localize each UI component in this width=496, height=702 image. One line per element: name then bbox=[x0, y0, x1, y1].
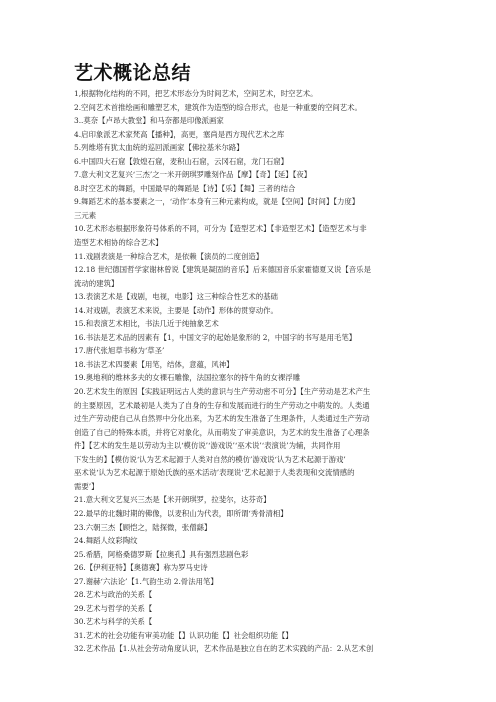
text-line: 的主要原因，艺术最初是人类为了自身的生存和发展而进行的生产劳动之中萌发的。人类通 bbox=[74, 400, 370, 410]
text-line: 16.书法是艺术品的因素有【1，中国文字的起始是象形的 2，中国字的书写是用毛笔】 bbox=[74, 332, 357, 342]
text-line: 32.艺术作品【1.从社会劳动角度认识，艺术作品是独立自在的艺术实践的产品：2.从艺术创 bbox=[74, 644, 374, 654]
text-line: 17.唐代张旭草书称为‘草圣’ bbox=[74, 346, 165, 356]
text-line: 5.列维塔有犹太血统的巡回派画家【佛拉基米尔路】 bbox=[74, 143, 244, 153]
text-line: 31.艺术的社会功能有审美功能【】认识功能【】社会组织功能【】 bbox=[74, 630, 293, 640]
page-title: 艺术概论总结 bbox=[74, 62, 192, 84]
text-line: 20.艺术发生的原因【实践证明远古人类的意识与生产劳动密不可分】【生产劳动是艺术产生 bbox=[74, 387, 371, 397]
text-line: 30.艺术与科学的关系【 bbox=[74, 617, 153, 627]
text-line: 件】【艺术的发生是以劳动为主以‘模仿说’‘游戏说’‘巫术说’‘表演说’为辅，共同作用 bbox=[74, 441, 341, 451]
text-line: 13.表演艺术是【戏剧，电视，电影】这三种综合性艺术的基础 bbox=[74, 292, 278, 302]
text-line: 造型艺术相协的综合艺术】 bbox=[74, 238, 163, 248]
text-line: 29.艺术与哲学的关系【 bbox=[74, 603, 153, 613]
text-line: 创造了自己的特殊本质，并将它对象化，从而萌发了审美意识，为艺术的发生准备了心理条 bbox=[74, 427, 370, 437]
text-line: 27.谢赫‘六法论’【1.气韵生动 2.骨法用笔】 bbox=[74, 576, 218, 586]
text-line: 10.艺术形态根据形象符号体系的不同，可分为【造型艺术】【非造型艺术】【造型艺术与非 bbox=[74, 224, 367, 234]
text-line: 8.时空艺术的舞蹈，中国最早的舞蹈是【诗】【乐】【舞】三者的结合 bbox=[74, 183, 296, 193]
text-line: 三元素 bbox=[74, 210, 97, 220]
text-line: 11.戏剧表演是一种综合艺术，是依赖【演员的二度创造】 bbox=[74, 251, 264, 261]
text-line: 18.书法艺术四要素【用笔，结体，意蕴，风神】 bbox=[74, 359, 234, 369]
text-line: 26.【伊利亚特】【奥德赛】称为罗马史诗 bbox=[74, 563, 208, 573]
text-line: 23.六朝三杰【顾恺之，陆探微，张僧繇】 bbox=[74, 522, 212, 532]
text-line: 3..莫奈【卢昂大教堂】和马奈都是印像派画家 bbox=[74, 116, 224, 126]
text-line: 19.奥地利的维林多夫的女裸石雕像，法国拉塞尔的持牛角的女裸浮雕 bbox=[74, 373, 301, 383]
text-line: 过生产劳动使自己从自然界中分化出来，为艺术的发生准备了生理条件，人类通过生产劳动 bbox=[74, 414, 370, 424]
text-line: 4.启印象派艺术家梵高【播种】，高更，塞尚是西方现代艺术之库 bbox=[74, 129, 285, 139]
text-line: 14.对戏剧，表演艺术来说，主要是【动作】形体的贯穿动作。 bbox=[74, 305, 278, 315]
text-line: 巫术说‘认为艺术起源于原始氏族的巫术活动’表现说‘艺术起源于人类表现和交流情感的 bbox=[74, 468, 355, 478]
text-line: 需要’】 bbox=[74, 481, 99, 491]
text-line: 下发生的】【模仿说‘认为艺术起源于人类对自然的模仿’游戏说‘认为艺术起源于游戏’ bbox=[74, 454, 346, 464]
text-line: 25.希腊，阿格桑德罗斯【拉奥孔】具有强烈悲剧色彩 bbox=[74, 549, 249, 559]
text-line: 7.意大利文艺复兴‘三杰’之一米开朗琪罗雕刻作品【摩】【奇】【延】【夜】 bbox=[74, 170, 312, 180]
text-line: 6.中国四大石窟【敦煌石窟，麦积山石窟，云冈石窟，龙门石窟】 bbox=[74, 156, 288, 166]
text-line: 22.最早的北魏时期的佛像，以麦积山为代表，即所谓‘秀骨清相】 bbox=[74, 508, 288, 518]
text-line: 12.18 世纪德国哲学家谢林曾说【建筑是凝固的音乐】后来德国音乐家霍德夏又说【音乐是 bbox=[74, 265, 371, 275]
text-line: 24.舞蹈人纹彩陶纹 bbox=[74, 536, 138, 546]
text-line: 21.意大利文艺复兴三杰是【米开朗琪罗，拉斐尔，达芬奇】 bbox=[74, 495, 271, 505]
text-line: 流动的建筑】 bbox=[74, 278, 119, 288]
text-line: 9.舞蹈艺术的基本要素之一，‘动作’本身有三种元素构成，就是【空间】【时间】【力度】 bbox=[74, 197, 360, 207]
text-line: 15.和表演艺术相比，书法几近于纯抽象艺术 bbox=[74, 319, 219, 329]
text-line: 2.空间艺术首推绘画和雕塑艺术，建筑作为造型的综合形式，也是一种重要的空间艺术。 bbox=[74, 102, 362, 112]
document-body bbox=[74, 87, 434, 656]
text-line: 1,根据物化结构的不同，把艺术形态分为时间艺术，空间艺术，时空艺术。 bbox=[74, 89, 318, 98]
text-line: 28.艺术与政治的关系【 bbox=[74, 590, 153, 600]
